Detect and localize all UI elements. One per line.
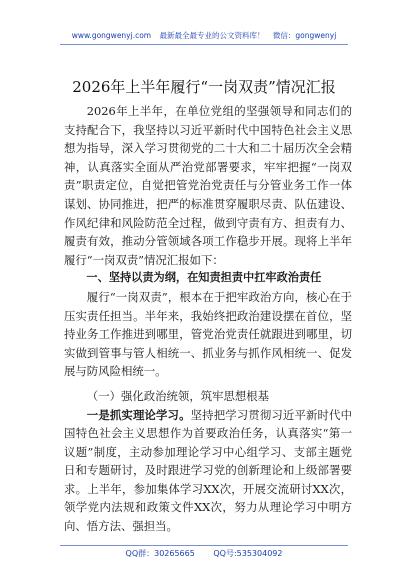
site-footer-banner: [0, 548, 408, 559]
paragraph-lead: 一是抓实理论学习。: [86, 407, 191, 422]
qq-number: QQ号:535304092: [213, 549, 283, 558]
subsection-heading-1: （一）强化政治统领，筑牢思想根基: [86, 388, 270, 403]
section-heading-1: 一、坚持以责为纲，在知责担责中扛牢政治责任: [86, 271, 322, 285]
wechat-id: 微信：gongwenyj: [272, 31, 337, 40]
document-body: [64, 102, 352, 536]
site-url[interactable]: www.gongwenyj.com: [71, 31, 152, 40]
qq-group: QQ群：30265665: [125, 549, 195, 558]
header-divider: [60, 44, 348, 45]
site-header-banner: [0, 30, 408, 41]
paragraph-body: 坚持把学习贯彻习近平新时代中国特色社会主义思想作为首要政治任务，认真落实“第一议题”制度，主动参加理论学习中心组学习、支部主题党日和专题研讨，及时跟进学习党的创新理论和上级部署要求。上半年，参加集体学习XX次，开展交流研讨XX次，领学党内法规和政策文件XX次，努力从理论学习中明方向、悟方法、强担当。: [64, 407, 352, 534]
intro-paragraph: 2026年上半年，在单位党组的坚强领导和同志们的支持配合下，我坚持以习近平新时代中国特色社会主义思想为指导，深入学习贯彻党的二十大和二十届历次全会精神，认真落实全面从严治党部署要求，牢牢把握“一岗双责”职责定位，自觉把管党治党责任与分管业务工作一体谋划、协同推进，把严的标准贯穿履职尽责、队伍建设、作风纪律和风险防范全过程，做到守责有方、担责有力、履责有效，推动分管领域各项工作稳步开展。现将上半年履行“一岗双责”情况汇报如下：: [64, 104, 352, 267]
subsection-1-paragraph: [64, 406, 352, 536]
site-slogan: 最新最全最专业的公文资料库！: [159, 31, 265, 40]
section-1-paragraph: 履行“一岗双责”，根本在于把牢政治方向，核心在于压实责任担当。半年来，我始终把政治建设摆在首位，坚持业务工作推进到哪里，管党治党责任就跟进到哪里，切实做到管事与管人相统一、抓业务与抓作风相统一、促发展与防风险相统一。: [64, 289, 352, 379]
footer-divider: [60, 545, 348, 546]
document-title: 2026年上半年履行“一岗双责”情况汇报: [72, 78, 336, 96]
